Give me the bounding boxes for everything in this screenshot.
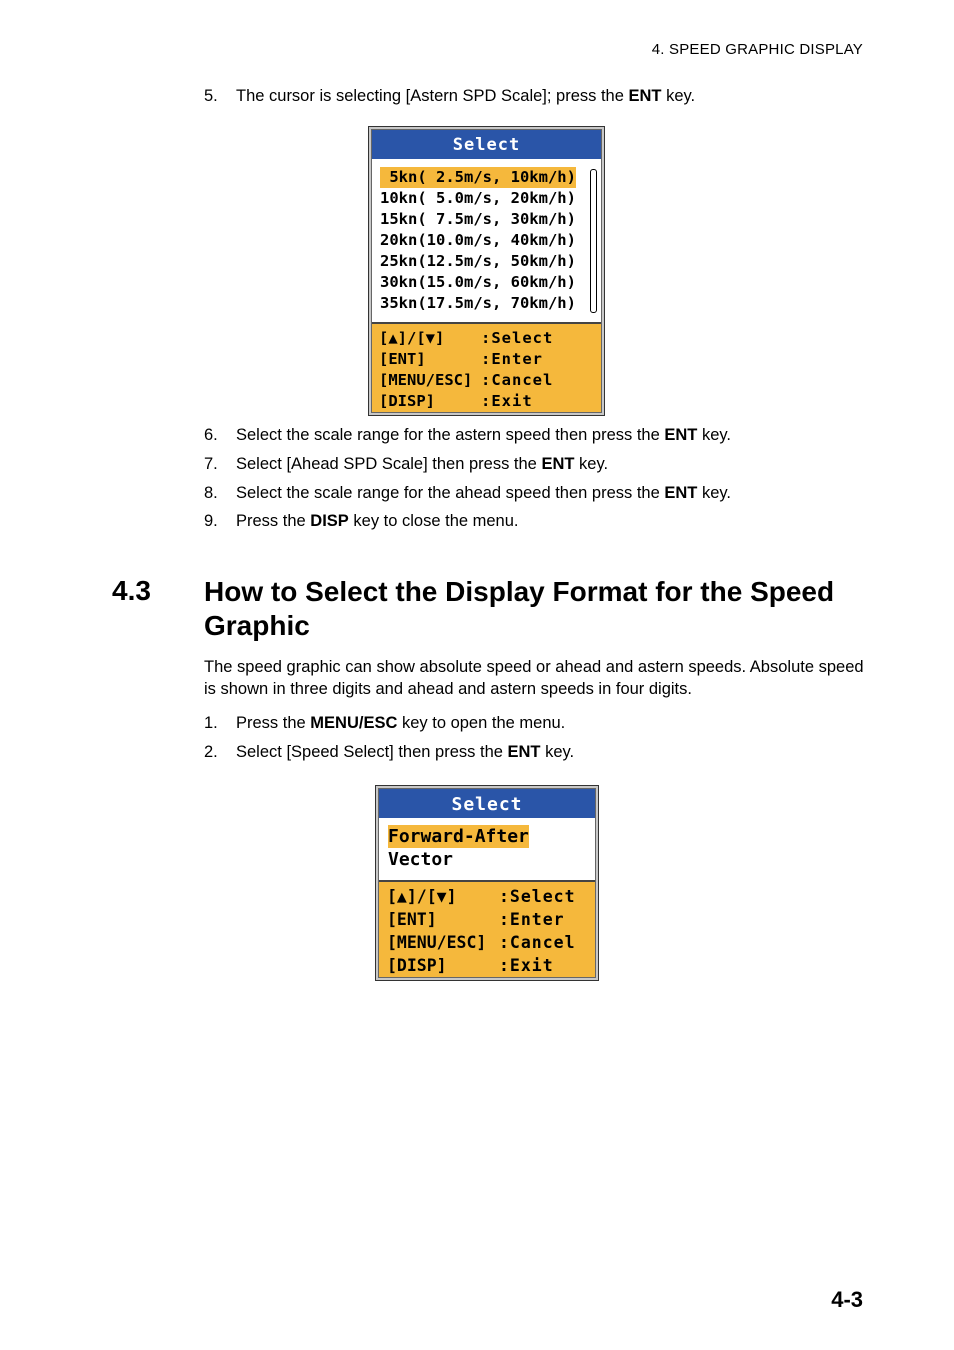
- format-options-list[interactable]: [379, 818, 595, 880]
- list-item[interactable]: [380, 167, 601, 188]
- running-header: 4. SPEED GRAPHIC DISPLAY: [651, 41, 863, 58]
- menu-title: Select: [379, 789, 595, 818]
- page-number: 4-3: [831, 1287, 863, 1312]
- list-item[interactable]: 30kn(15.0m/s, 60km/h): [380, 273, 576, 291]
- menu-title: Select: [372, 130, 601, 159]
- scale-options-list[interactable]: [372, 159, 601, 322]
- selected-option[interactable]: Forward-After: [388, 826, 529, 847]
- scale-select-menu: [368, 126, 605, 416]
- section-number: 4.3: [112, 575, 151, 606]
- list-item[interactable]: [388, 825, 595, 848]
- section-title: How to Select the Display Format for the Speed Graphic: [204, 576, 835, 641]
- speed-format-select-menu: [375, 785, 599, 981]
- selected-option[interactable]: 5kn( 2.5m/s, 10km/h): [380, 168, 576, 186]
- key-guide: [▲]/[▼] :Select [ENT] :Enter [MENU/ESC] :Cancel [DISP] :Exit: [372, 322, 601, 412]
- list-item[interactable]: 25kn(12.5m/s, 50km/h): [380, 252, 576, 270]
- list-item[interactable]: Vector: [388, 849, 454, 870]
- key-guide: [▲]/[▼] :Select [ENT] :Enter [MENU/ESC] :Cancel [DISP] :Exit: [379, 880, 595, 977]
- list-item[interactable]: 35kn(17.5m/s, 70km/h): [380, 294, 576, 312]
- list-item[interactable]: 15kn( 7.5m/s, 30km/h): [380, 210, 576, 228]
- list-item[interactable]: 20kn(10.0m/s, 40km/h): [380, 231, 576, 249]
- list-item[interactable]: 10kn( 5.0m/s, 20km/h): [380, 189, 576, 207]
- scrollbar[interactable]: [590, 169, 597, 313]
- section-intro: The speed graphic can show absolute speed or ahead and astern speeds. Absolute speed is shown in three digits and ahead and astern speeds in four digits.: [204, 658, 864, 698]
